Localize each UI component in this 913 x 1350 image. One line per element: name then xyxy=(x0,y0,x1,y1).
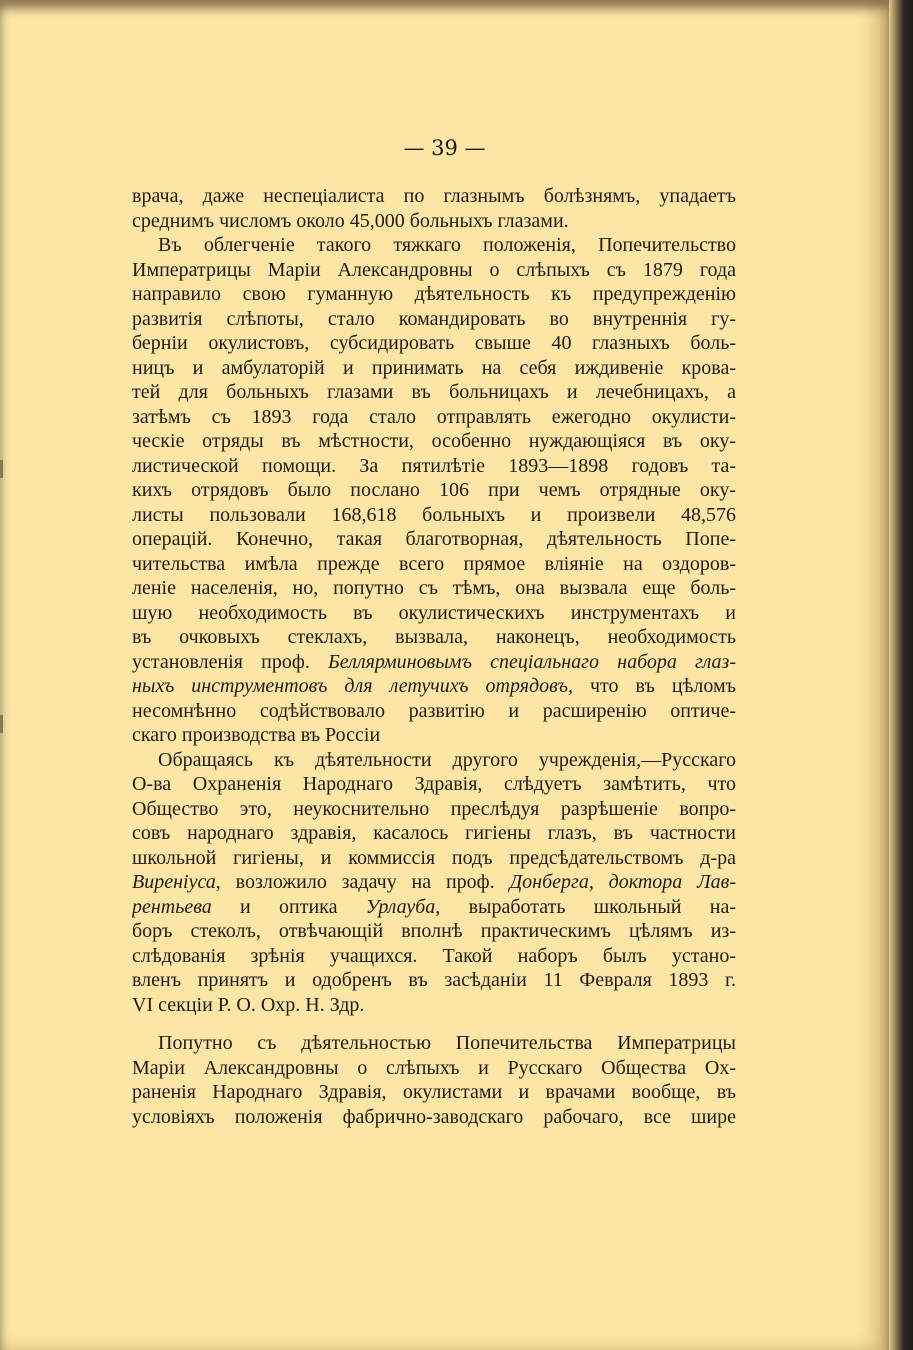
italic-text: ныхъ инструментовъ для летучихъ отрядовъ, xyxy=(132,675,573,697)
text-line xyxy=(132,674,736,699)
page-number: — 39 — xyxy=(403,136,486,160)
margin-mark xyxy=(0,460,3,478)
page-edge-shadow xyxy=(889,0,913,1350)
italic-text: Беллярминовымъ спеціальнаго набора глаз- xyxy=(327,650,736,673)
text-line: Маріи Александровны о слѣпыхъ и Русскаго Общества Ох- xyxy=(132,1056,736,1079)
text-line: среднимъ числомъ около 45,000 больныхъ глазами. xyxy=(132,209,569,232)
text-line: ческіе отряды въ мѣстности, особенно нуждающіяся въ оку- xyxy=(132,430,736,452)
text-line: Императрицы Маріи Александровны о слѣпыхъ съ 1879 года xyxy=(132,258,736,281)
text-line: листы пользовали 168,618 больныхъ и произвели 48,576 xyxy=(132,503,736,526)
text-span: и оптика xyxy=(240,895,338,918)
text-line: леніе населенія, но, попутно съ тѣмъ, она вызвала еще боль- xyxy=(132,577,736,599)
margin-mark xyxy=(0,715,3,733)
text-line xyxy=(132,870,736,895)
text-line: вленъ принятъ и одобренъ въ засѣданіи 11 Февраля 1893 г. xyxy=(132,969,736,991)
body-text xyxy=(132,184,736,1129)
text-span: установленія проф. xyxy=(132,650,310,673)
text-line: развитія слѣпоты, стало командировать во внутреннія гу- xyxy=(132,307,736,330)
text-line: несомнѣнно содѣйствовало развитію и расширенію оптиче- xyxy=(132,699,736,722)
text-line: условіяхъ положенія фабрично-заводскаго рабочаго, все шире xyxy=(132,1105,736,1128)
text-line: VI секціи Р. О. Охр. Н. Здр. xyxy=(132,993,365,1016)
text-line: тей для больныхъ глазами въ больницахъ и лечебницахъ, а xyxy=(132,381,736,403)
text-line: боръ стеколъ, отвѣчающій вполнѣ практическимъ цѣлямъ из- xyxy=(132,920,736,942)
text-line: направило свою гуманную дѣятельность къ предупрежденію xyxy=(132,283,736,305)
text-line: совъ народнаго здравія, касалось гигіены глазъ, въ частности xyxy=(132,822,736,844)
text-line: операцій. Конечно, такая благотворная, дѣятельность Попе- xyxy=(132,528,736,550)
text-span: возложило задачу на проф. xyxy=(235,871,495,893)
text-line xyxy=(132,895,736,920)
text-line: Попутно съ дѣятельностью Попечительства Императрицы xyxy=(158,1032,736,1054)
italic-text: рентьева xyxy=(132,895,212,918)
text-line: слѣдованія зрѣнія учащихся. Такой наборъ былъ устано- xyxy=(132,944,736,967)
text-line: затѣмъ съ 1893 года стало отправлять ежегодно окулисти- xyxy=(132,405,736,428)
italic-text: Донберга, доктора Лав- xyxy=(509,871,736,893)
italic-text: Урлауба, xyxy=(365,895,441,918)
paragraph-gap xyxy=(132,1017,736,1031)
text-line: въ очковыхъ стеклахъ, вызвала, наконецъ, необходимость xyxy=(132,626,736,648)
text-line: шую необходимость въ окулистическихъ инструментахъ и xyxy=(132,601,736,624)
text-span: выработать школьный на- xyxy=(468,895,736,918)
text-line: О-ва Охраненія Народнаго Здравія, слѣдуетъ замѣтить, что xyxy=(132,773,736,795)
italic-text: Виреніуса, xyxy=(132,871,221,893)
text-line: чительства имѣла прежде всего прямое вліяніе на оздоров- xyxy=(132,552,736,575)
text-line: Въ облегченіе такого тяжкаго положенія, Попечительство xyxy=(158,234,736,256)
text-line: раненія Народнаго Здравія, окулистами и врачами вообще, въ xyxy=(132,1081,736,1103)
text-line: скаго производства въ Россіи xyxy=(132,724,381,746)
text-line: Общество это, неукоснительно преслѣдуя разрѣшеніе вопро- xyxy=(132,797,736,820)
text-line: кихъ отрядовъ было послано 106 при чемъ отрядные оку- xyxy=(132,479,736,501)
text-line: листической помощи. За пятилѣтіе 1893—1898 годовъ та- xyxy=(132,454,736,477)
text-line xyxy=(132,650,736,675)
text-span: что въ цѣломъ xyxy=(589,675,736,697)
text-line: ницъ и амбулаторій и принимать на себя иждивеніе крова- xyxy=(132,356,736,379)
text-line: школьной гигіены, и коммиссія подъ предсѣдательствомъ д-ра xyxy=(132,846,736,869)
text-line: Обращаясь къ дѣятельности другого учрежденія,—Русскаго xyxy=(158,748,736,771)
text-line: врача, даже неспеціалиста по глазнымъ болѣзнямъ, упадаетъ xyxy=(132,185,736,207)
text-line: берніи окулистовъ, субсидировать свыше 40 глазныхъ боль- xyxy=(132,332,736,354)
